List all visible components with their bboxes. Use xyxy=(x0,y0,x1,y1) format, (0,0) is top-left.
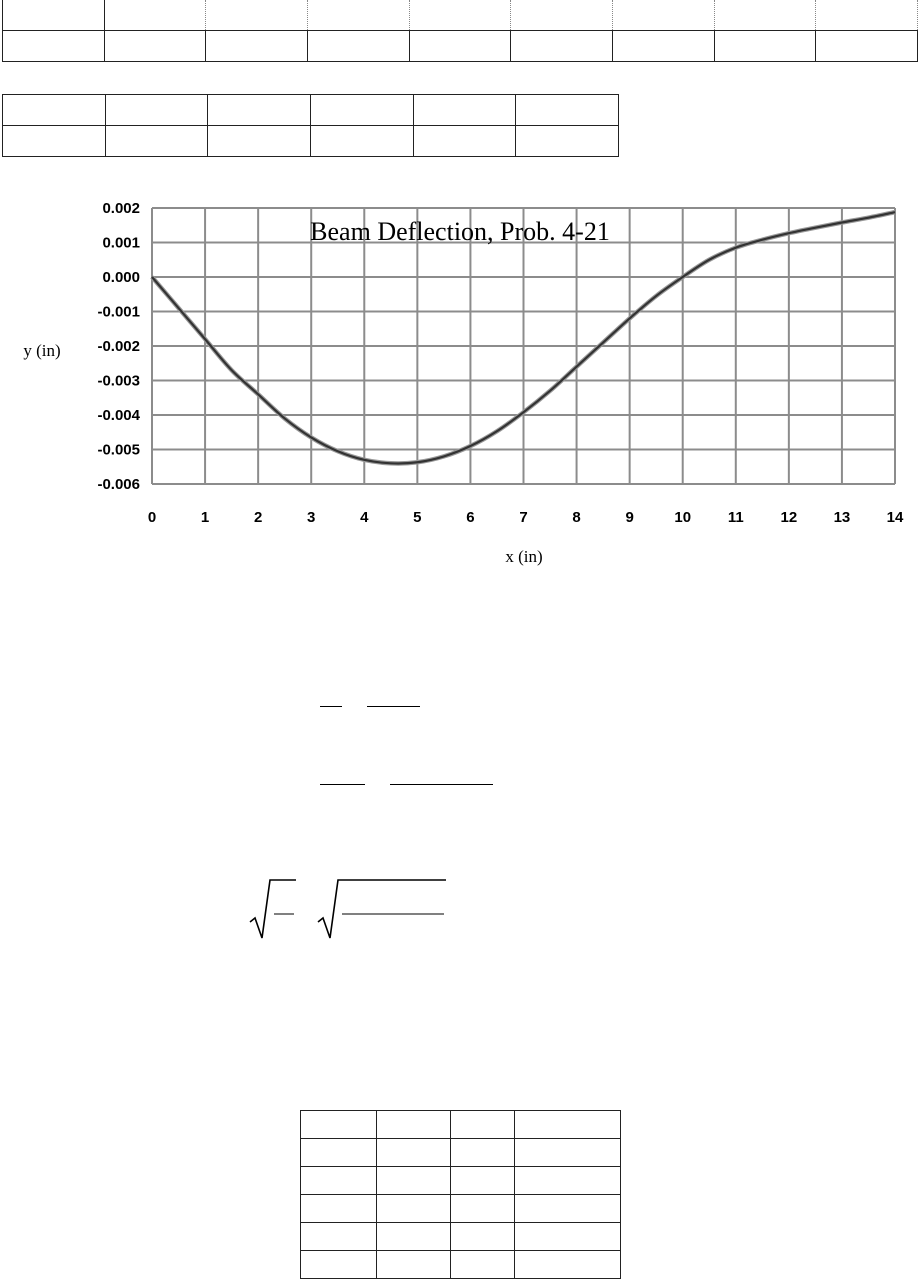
fraction-bar xyxy=(367,706,420,707)
data-table-bottom xyxy=(300,1110,621,1279)
table-cell xyxy=(451,1251,515,1279)
table-cell xyxy=(511,0,613,31)
table-cell xyxy=(516,95,619,126)
beam-deflection-chart xyxy=(0,180,920,580)
x-tick-label: 14 xyxy=(886,509,904,526)
y-tick-label: 0.002 xyxy=(102,200,140,217)
table-cell xyxy=(104,0,206,31)
table-cell xyxy=(612,31,714,62)
y-tick-label: -0.002 xyxy=(97,338,140,355)
y-tick-label: -0.001 xyxy=(97,303,140,321)
table-cell xyxy=(515,1223,621,1251)
table-cell xyxy=(516,126,619,157)
table-cell xyxy=(377,1223,451,1251)
x-tick-label: 5 xyxy=(413,509,422,526)
y-tick-label: -0.006 xyxy=(97,476,140,493)
fraction-bar xyxy=(320,706,342,707)
table-cell xyxy=(3,31,105,62)
table-cell xyxy=(105,126,208,157)
x-tick-label: 7 xyxy=(519,509,528,526)
table-cell xyxy=(714,0,816,31)
table-cell xyxy=(515,1139,621,1167)
x-tick-label: 2 xyxy=(253,509,263,526)
table-cell xyxy=(816,31,918,62)
table-cell xyxy=(515,1195,621,1223)
x-tick-label: 13 xyxy=(833,509,851,526)
table-cell xyxy=(208,95,311,126)
x-tick-label: 10 xyxy=(674,509,692,526)
x-axis-label: x (in) xyxy=(505,547,543,566)
table-cell xyxy=(307,0,409,31)
table-cell xyxy=(301,1195,377,1223)
table-cell xyxy=(3,126,106,157)
x-tick-label: 0 xyxy=(147,509,157,526)
table-cell xyxy=(377,1139,451,1167)
x-tick-label: 1 xyxy=(200,509,210,526)
x-tick-label: 4 xyxy=(360,509,369,526)
table-cell xyxy=(377,1251,451,1279)
table-cell xyxy=(3,0,105,31)
chart-tick-labels xyxy=(97,200,904,526)
table-cell xyxy=(310,126,413,157)
table-cell xyxy=(377,1111,451,1139)
table-cell xyxy=(301,1167,377,1195)
x-tick-label: 12 xyxy=(780,509,798,526)
table-cell xyxy=(206,31,308,62)
radical-sign xyxy=(248,876,298,942)
table-cell xyxy=(515,1111,621,1139)
table-cell xyxy=(208,126,311,157)
table-cell xyxy=(515,1167,621,1195)
table-cell xyxy=(515,1251,621,1279)
table-cell xyxy=(377,1167,451,1195)
table-cell xyxy=(451,1195,515,1223)
y-tick-label: -0.004 xyxy=(97,407,140,424)
table-cell xyxy=(301,1139,377,1167)
table-cell xyxy=(409,0,511,31)
y-tick-label: -0.003 xyxy=(97,372,140,390)
chart-title: Beam Deflection, Prob. 4-21 xyxy=(310,217,610,246)
chart-grid xyxy=(152,208,895,484)
table-cell xyxy=(409,31,511,62)
table-cell xyxy=(714,31,816,62)
fraction-bar xyxy=(390,784,493,785)
table-cell xyxy=(451,1223,515,1251)
y-tick-label: -0.005 xyxy=(97,441,140,459)
x-tick-label: 11 xyxy=(727,509,744,526)
table-cell xyxy=(3,95,106,126)
y-tick-label: 0.001 xyxy=(102,234,140,252)
table-cell xyxy=(104,31,206,62)
y-tick-label: 0.000 xyxy=(102,269,140,286)
table-cell xyxy=(413,126,516,157)
table-cell xyxy=(301,1111,377,1139)
data-table-top xyxy=(2,0,918,62)
table-cell xyxy=(310,95,413,126)
table-cell xyxy=(206,0,308,31)
x-tick-label: 3 xyxy=(307,509,316,526)
fraction-bar xyxy=(320,784,365,785)
table-cell xyxy=(377,1195,451,1223)
table-cell xyxy=(105,95,208,126)
table-cell xyxy=(413,95,516,126)
y-axis-label: y (in) xyxy=(23,341,61,360)
radical-sign xyxy=(316,876,448,942)
table-cell xyxy=(307,31,409,62)
table-cell xyxy=(301,1251,377,1279)
table-cell xyxy=(451,1111,515,1139)
table-cell xyxy=(816,0,918,31)
x-tick-label: 6 xyxy=(466,509,475,526)
table-cell xyxy=(511,31,613,62)
table-cell xyxy=(451,1167,515,1195)
x-tick-label: 8 xyxy=(572,509,581,526)
table-cell xyxy=(301,1223,377,1251)
table-cell xyxy=(451,1139,515,1167)
x-tick-label: 9 xyxy=(625,509,634,526)
table-cell xyxy=(612,0,714,31)
data-table-middle xyxy=(2,94,619,157)
